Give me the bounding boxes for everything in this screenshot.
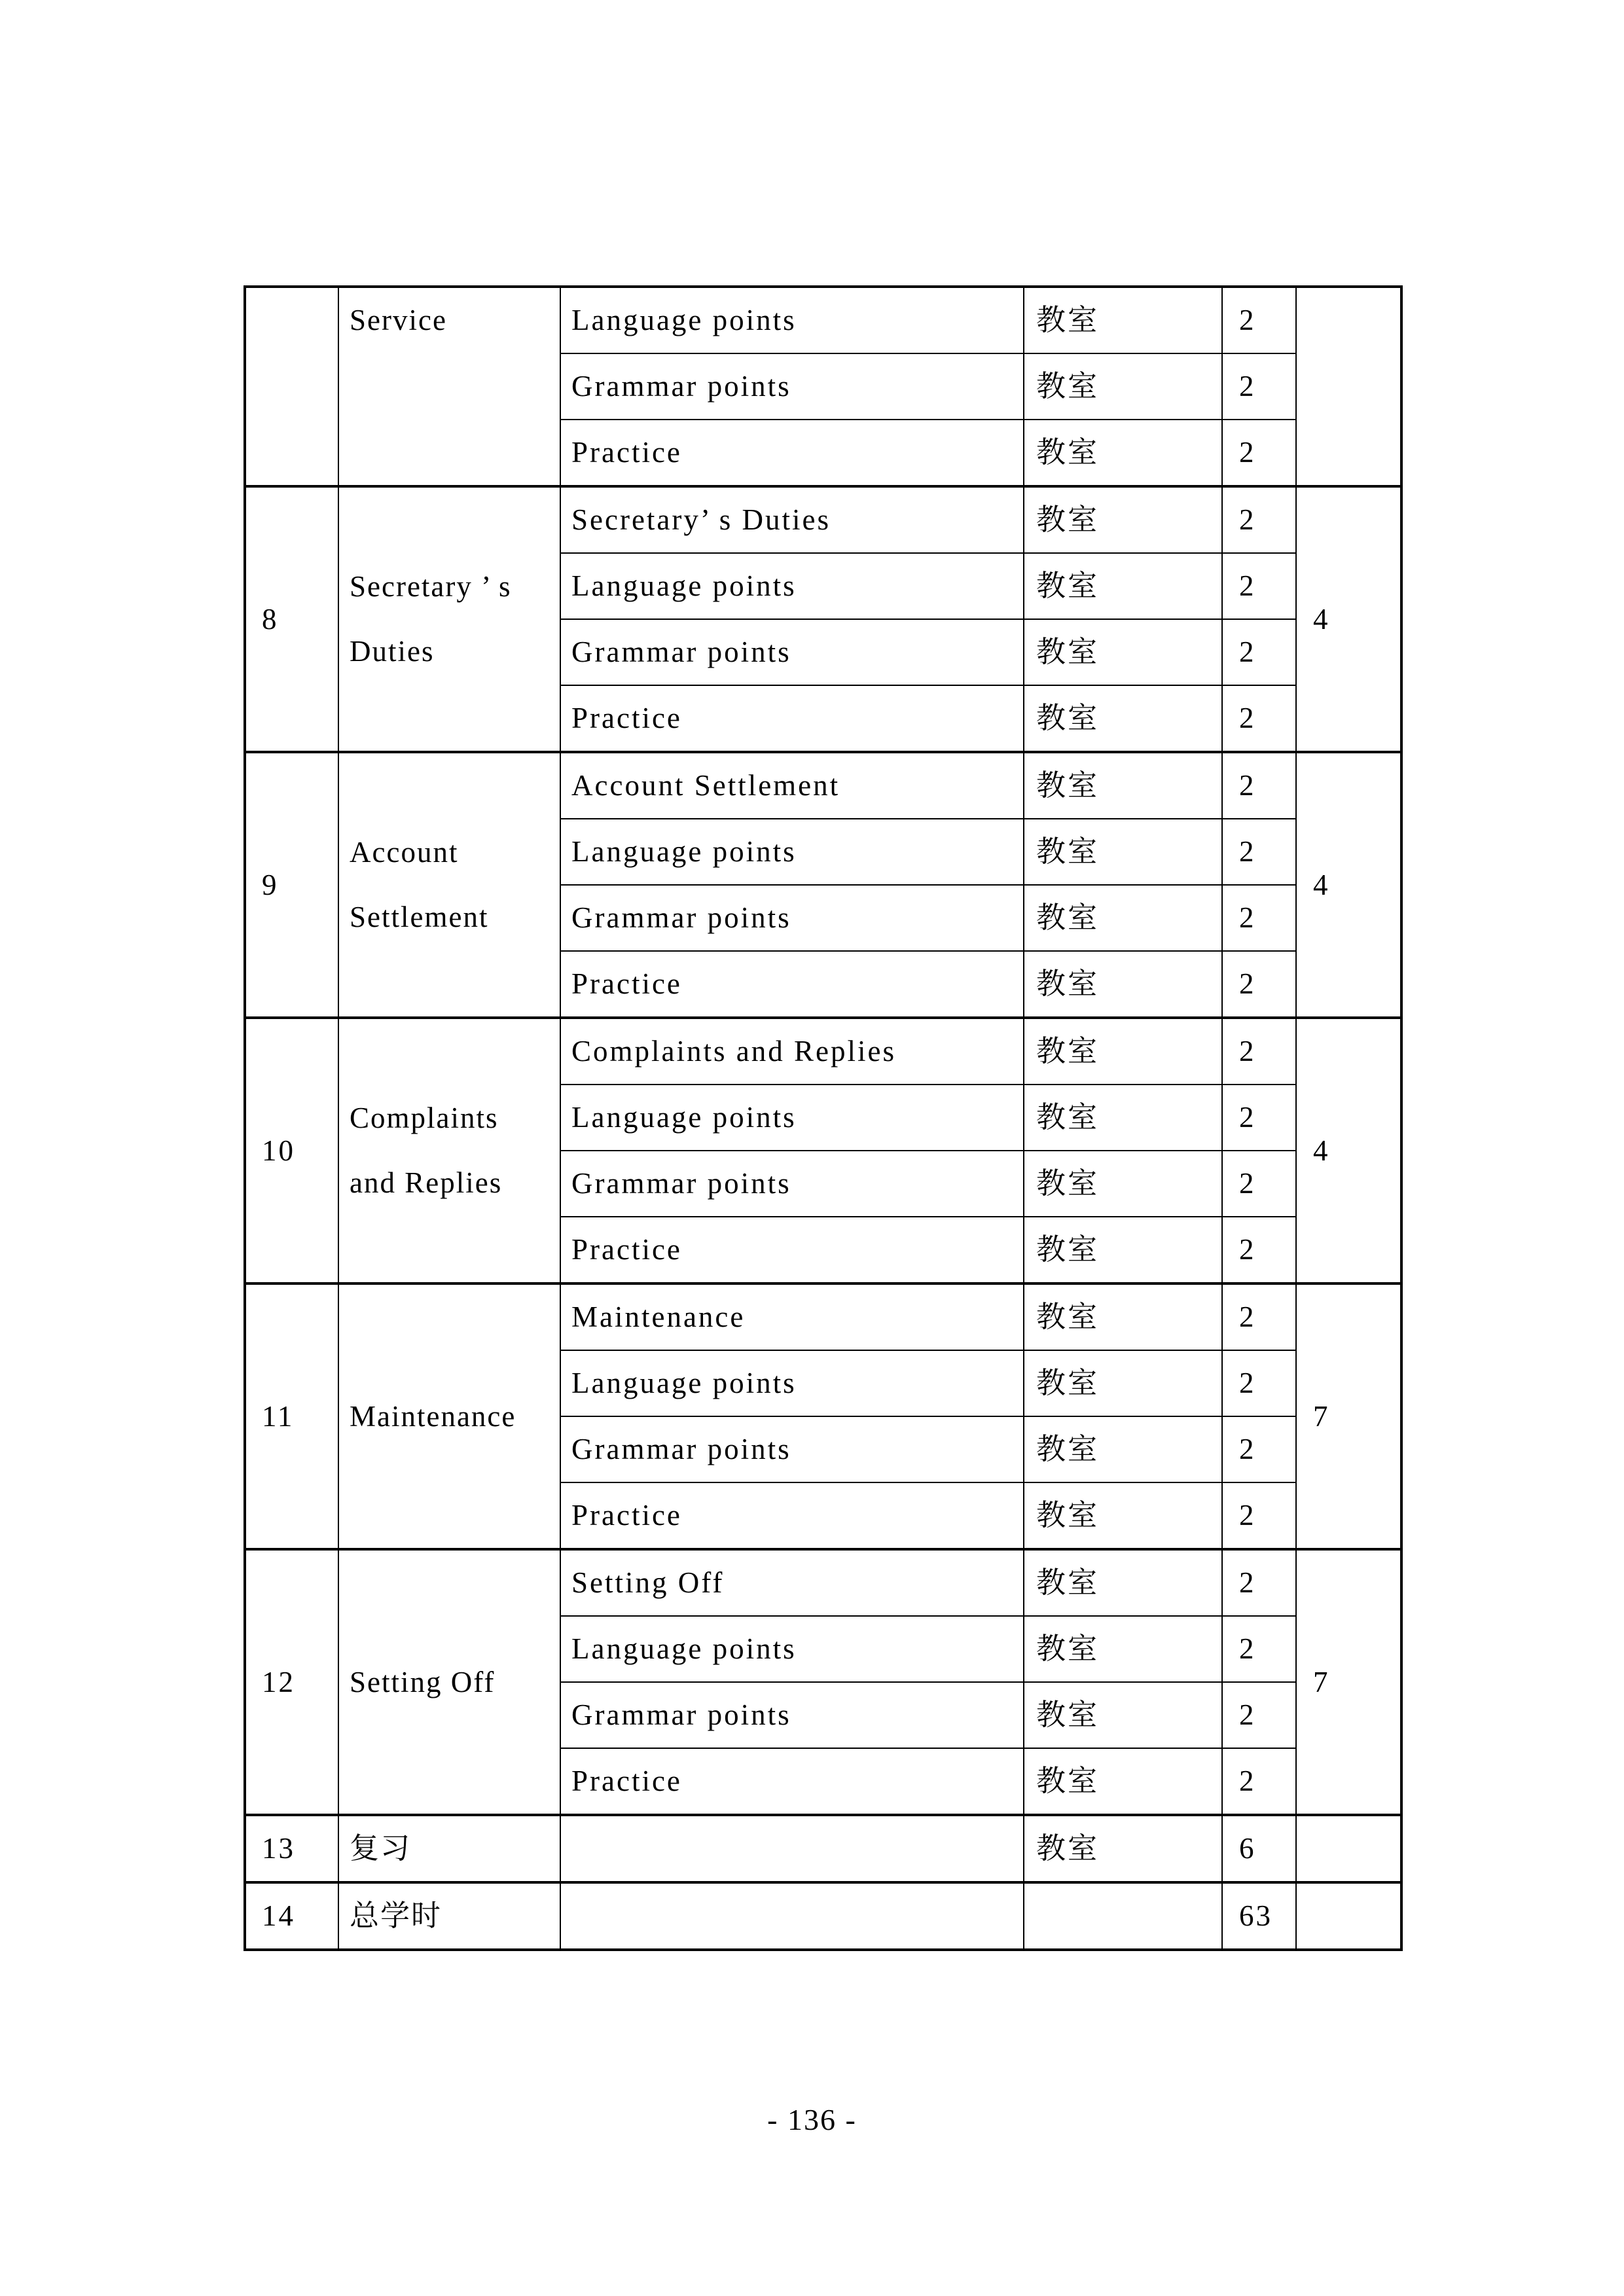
lesson-title-cell: Practice: [560, 1748, 1024, 1815]
unit-total-cell: [1296, 287, 1401, 486]
row-no-cell: 11: [245, 1283, 338, 1549]
unit-topic-line: Account: [350, 836, 459, 869]
row-no-cell: 10: [245, 1018, 338, 1283]
unit-topic-cell: [338, 1018, 560, 1283]
lesson-title-cell: Practice: [560, 685, 1024, 752]
row-no-cell: 13: [245, 1815, 338, 1882]
hours-cell: 63: [1222, 1882, 1296, 1950]
unit-topic-line: 总学时: [350, 1899, 442, 1932]
location-cell: 教室: [1024, 486, 1222, 553]
unit-topic-cell: [338, 1549, 560, 1815]
hours-cell: 2: [1222, 1283, 1296, 1350]
lesson-title-cell: [560, 1882, 1024, 1950]
location-cell: 教室: [1024, 685, 1222, 752]
unit-topic-cell: [338, 1815, 560, 1882]
location-cell: 教室: [1024, 553, 1222, 619]
location-cell: 教室: [1024, 353, 1222, 420]
table-row: [245, 1018, 1401, 1085]
lesson-title-cell: Grammar points: [560, 1151, 1024, 1217]
table-row: [245, 486, 1401, 553]
location-cell: 教室: [1024, 1748, 1222, 1815]
hours-cell: 2: [1222, 752, 1296, 819]
location-cell: 教室: [1024, 1815, 1222, 1882]
lesson-title-cell: Practice: [560, 1217, 1024, 1283]
table-row: [245, 1882, 1401, 1950]
lesson-title-cell: Practice: [560, 951, 1024, 1018]
unit-total-cell: [1296, 1882, 1401, 1950]
lesson-title-cell: Grammar points: [560, 885, 1024, 951]
lesson-title-cell: Language points: [560, 553, 1024, 619]
hours-cell: 6: [1222, 1815, 1296, 1882]
location-cell: 教室: [1024, 1616, 1222, 1682]
unit-topic-line: 复习: [350, 1832, 412, 1865]
row-no-cell: 8: [245, 486, 338, 752]
lesson-title-cell: [560, 1815, 1024, 1882]
row-no-cell: 14: [245, 1882, 338, 1950]
hours-cell: 2: [1222, 1549, 1296, 1616]
hours-cell: 2: [1222, 1682, 1296, 1748]
lesson-title-cell: Language points: [560, 287, 1024, 353]
location-cell: [1024, 1882, 1222, 1950]
lesson-title-cell: Setting Off: [560, 1549, 1024, 1616]
unit-topic-line: and Replies: [350, 1166, 503, 1199]
location-cell: 教室: [1024, 1018, 1222, 1085]
location-cell: 教室: [1024, 1416, 1222, 1482]
unit-topic-cell: [338, 287, 560, 486]
lesson-title-cell: Language points: [560, 819, 1024, 885]
unit-topic-line: Setting Off: [350, 1665, 496, 1698]
table-row: [245, 287, 1401, 353]
lesson-title-cell: Grammar points: [560, 353, 1024, 420]
hours-cell: 2: [1222, 1748, 1296, 1815]
unit-topic-line: Duties: [350, 635, 435, 668]
hours-cell: 2: [1222, 1085, 1296, 1151]
hours-cell: 2: [1222, 619, 1296, 685]
location-cell: 教室: [1024, 885, 1222, 951]
lesson-title-cell: Account Settlement: [560, 752, 1024, 819]
location-cell: 教室: [1024, 752, 1222, 819]
location-cell: 教室: [1024, 619, 1222, 685]
page-number: - 136 -: [767, 2103, 857, 2136]
location-cell: 教室: [1024, 1217, 1222, 1283]
unit-total-cell: 4: [1296, 1018, 1401, 1283]
lesson-title-cell: Practice: [560, 1482, 1024, 1549]
lesson-title-cell: Secretary’ s Duties: [560, 486, 1024, 553]
unit-topic-line: Secretary ’ s: [350, 570, 512, 603]
hours-cell: 2: [1222, 1616, 1296, 1682]
row-no-cell: 12: [245, 1549, 338, 1815]
location-cell: 教室: [1024, 1682, 1222, 1748]
hours-cell: 2: [1222, 353, 1296, 420]
location-cell: 教室: [1024, 1549, 1222, 1616]
table-row: [245, 1549, 1401, 1616]
table-row: [245, 1815, 1401, 1882]
lesson-title-cell: Practice: [560, 420, 1024, 486]
unit-total-cell: [1296, 1815, 1401, 1882]
lesson-title-cell: Language points: [560, 1350, 1024, 1416]
hours-cell: 2: [1222, 1482, 1296, 1549]
unit-topic-cell: [338, 1283, 560, 1549]
unit-total-cell: 4: [1296, 752, 1401, 1018]
unit-topic-cell: [338, 1882, 560, 1950]
lesson-title-cell: Maintenance: [560, 1283, 1024, 1350]
unit-total-cell: 7: [1296, 1283, 1401, 1549]
hours-cell: 2: [1222, 553, 1296, 619]
lesson-title-cell: Grammar points: [560, 1416, 1024, 1482]
hours-cell: 2: [1222, 1416, 1296, 1482]
unit-total-cell: 7: [1296, 1549, 1401, 1815]
unit-topic-cell: [338, 752, 560, 1018]
lesson-title-cell: Complaints and Replies: [560, 1018, 1024, 1085]
location-cell: 教室: [1024, 951, 1222, 1018]
location-cell: 教室: [1024, 1350, 1222, 1416]
location-cell: 教室: [1024, 420, 1222, 486]
location-cell: 教室: [1024, 819, 1222, 885]
hours-cell: 2: [1222, 420, 1296, 486]
unit-topic-line: Maintenance: [350, 1399, 516, 1433]
hours-cell: 2: [1222, 885, 1296, 951]
location-cell: 教室: [1024, 287, 1222, 353]
location-cell: 教室: [1024, 1151, 1222, 1217]
hours-cell: 2: [1222, 1217, 1296, 1283]
row-no-cell: [245, 287, 338, 486]
lesson-title-cell: Language points: [560, 1616, 1024, 1682]
row-no-cell: 9: [245, 752, 338, 1018]
hours-cell: 2: [1222, 685, 1296, 752]
lesson-title-cell: Grammar points: [560, 619, 1024, 685]
location-cell: 教室: [1024, 1283, 1222, 1350]
course-schedule-table: [244, 285, 1403, 1951]
table-row: [245, 1283, 1401, 1350]
unit-topic-cell: [338, 486, 560, 752]
unit-total-cell: 4: [1296, 486, 1401, 752]
hours-cell: 2: [1222, 1151, 1296, 1217]
hours-cell: 2: [1222, 287, 1296, 353]
location-cell: 教室: [1024, 1482, 1222, 1549]
table-row: [245, 752, 1401, 819]
hours-cell: 2: [1222, 1018, 1296, 1085]
lesson-title-cell: Language points: [560, 1085, 1024, 1151]
unit-topic-line: Complaints: [350, 1102, 499, 1134]
unit-topic-line: Service: [350, 304, 447, 336]
lesson-title-cell: Grammar points: [560, 1682, 1024, 1748]
location-cell: 教室: [1024, 1085, 1222, 1151]
unit-topic-line: Settlement: [350, 901, 489, 933]
hours-cell: 2: [1222, 819, 1296, 885]
hours-cell: 2: [1222, 486, 1296, 553]
hours-cell: 2: [1222, 1350, 1296, 1416]
hours-cell: 2: [1222, 951, 1296, 1018]
